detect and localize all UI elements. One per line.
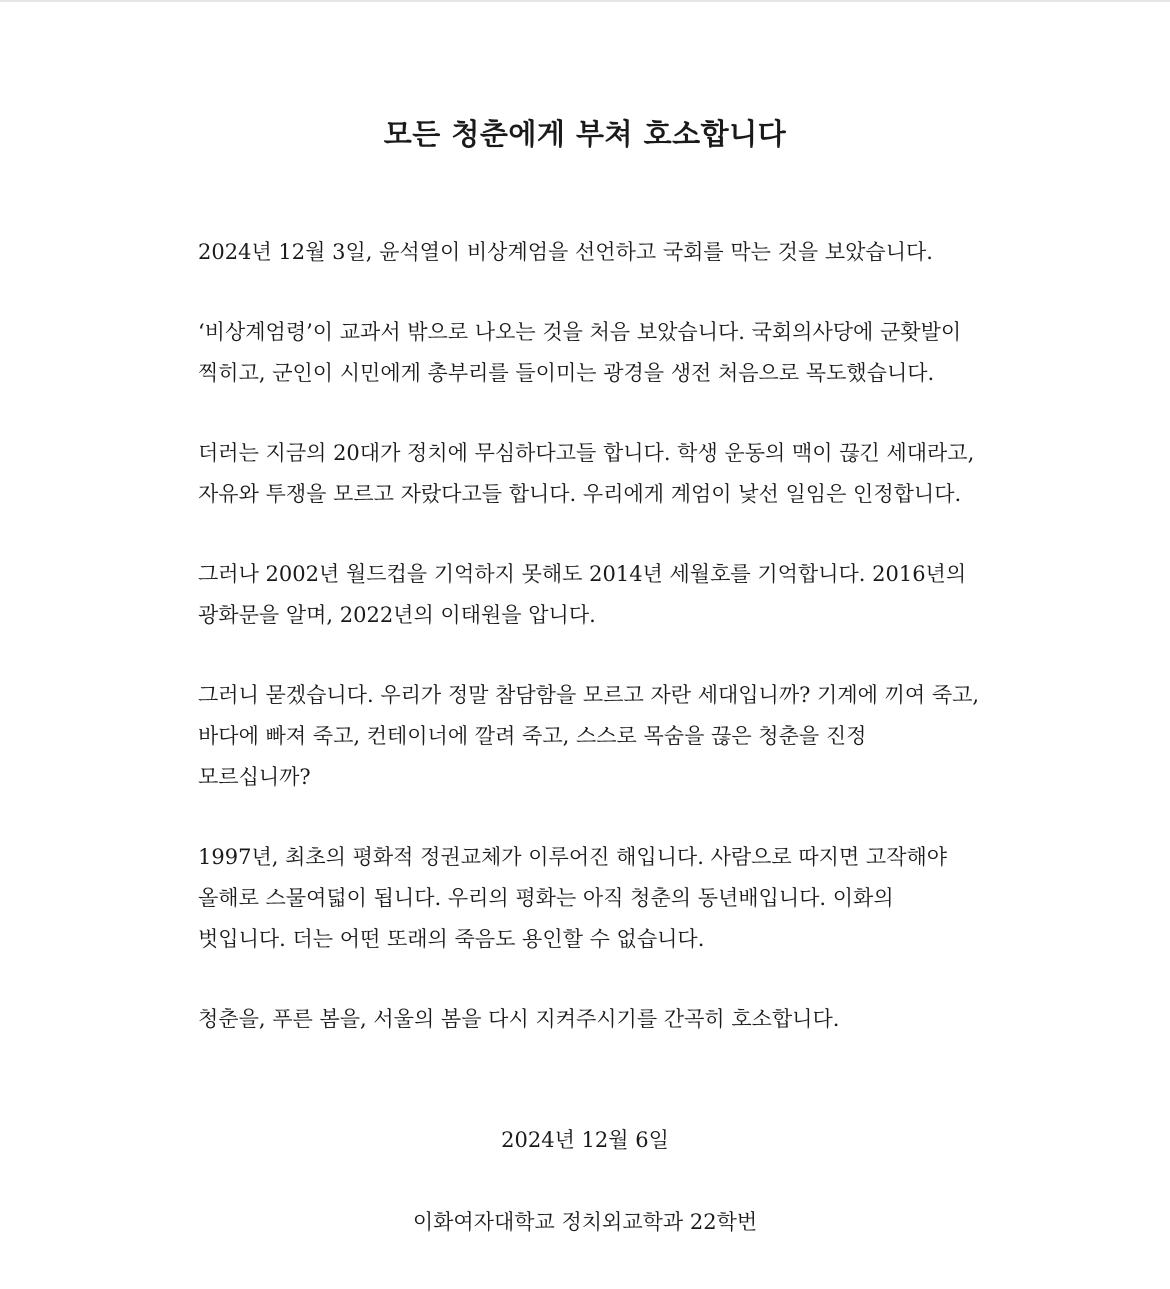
paragraph-line: 그러니 묻겠습니다. 우리가 정말 참담함을 모르고 자란 세대입니까? 기계에 끼여 죽고, xyxy=(198,683,980,707)
paragraph xyxy=(198,837,998,960)
paragraph-line: 청춘을, 푸른 봄을, 서울의 봄을 다시 지켜주시기를 간곡히 호소합니다. xyxy=(198,1007,840,1031)
paragraph-line: 모르십니까? xyxy=(198,765,311,789)
paragraph xyxy=(198,675,998,798)
paragraph xyxy=(198,433,998,515)
paragraph-line: 올해로 스물여덟이 됩니다. 우리의 평화는 아직 청춘의 동년배입니다. 이화의 xyxy=(198,886,894,910)
paragraph xyxy=(198,312,998,394)
paragraph-line: 바다에 빠져 죽고, 컨테이너에 깔려 죽고, 스스로 목숨을 끊은 청춘을 진정 xyxy=(198,724,867,748)
letter-body xyxy=(198,232,998,1079)
paragraph-line: 그러나 2002년 월드컵을 기억하지 못해도 2014년 세월호를 기억합니다. 2016년의 xyxy=(198,562,967,586)
paragraph-line: 벗입니다. 더는 어떤 또래의 죽음도 용인할 수 없습니다. xyxy=(198,927,705,951)
paragraph-line: 광화문을 알며, 2022년의 이태원을 압니다. xyxy=(198,603,596,627)
paragraph-line: 찍히고, 군인이 시민에게 총부리를 들이미는 광경을 생전 처음으로 목도했습니다. xyxy=(198,361,935,385)
paragraph xyxy=(198,999,998,1040)
top-divider xyxy=(0,0,1170,2)
paragraph-line: ‘비상계엄령’이 교과서 밖으로 나오는 것을 처음 보았습니다. 국회의사당에 군홧발이 xyxy=(198,320,962,344)
paragraph xyxy=(198,232,998,273)
letter-signature: 이화여자대학교 정치외교학과 22학번 xyxy=(412,1210,758,1234)
paragraph-line: 더러는 지금의 20대가 정치에 무심하다고들 합니다. 학생 운동의 맥이 끊긴 세대라고, xyxy=(198,441,975,465)
letter-title: 모든 청춘에게 부쳐 호소합니다 xyxy=(383,117,787,151)
paragraph-line: 1997년, 최초의 평화적 정권교체가 이루어진 해입니다. 사람으로 따지면 고작해야 xyxy=(198,845,948,869)
paragraph xyxy=(198,554,998,636)
paragraph-line: 2024년 12월 3일, 윤석열이 비상계엄을 선언하고 국회를 막는 것을 보았습니다. xyxy=(198,240,933,264)
letter-date: 2024년 12월 6일 xyxy=(501,1128,669,1152)
paragraph-line: 자유와 투쟁을 모르고 자랐다고들 합니다. 우리에게 계엄이 낯선 일임은 인정합니다. xyxy=(198,482,962,506)
